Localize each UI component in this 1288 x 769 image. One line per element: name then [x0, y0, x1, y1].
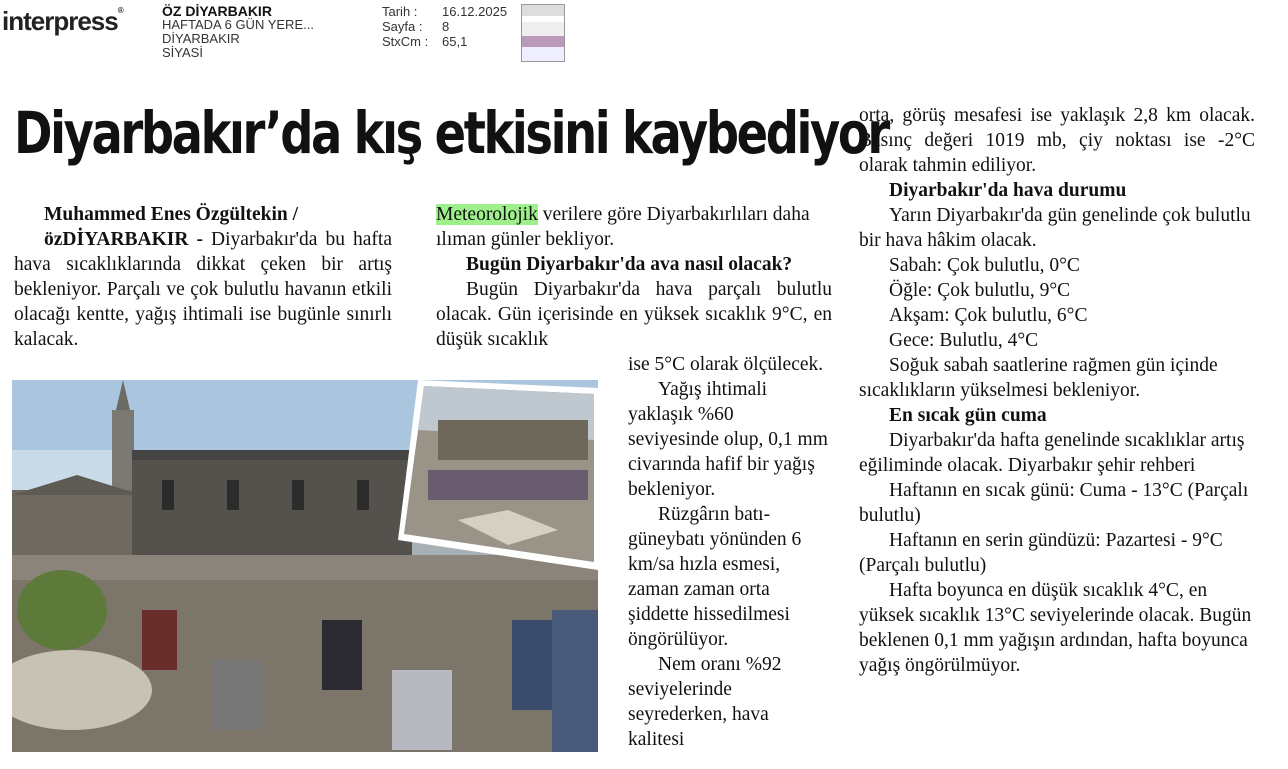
author-line: Muhammed Enes Özgültekin / [44, 204, 299, 225]
paragraph-range: Hafta boyunca en düşük sıcaklık 4°C, en yüksek sıcaklık 13°C seviyelerinde olacak. Bugün beklenen 0,1 mm yağışın ardından, hafta boyunca yağış öngörülmüyor. [859, 580, 1252, 676]
interpress-logo: interpress® [2, 6, 123, 36]
page-thumbnail[interactable] [521, 4, 565, 62]
column-1 [14, 202, 392, 352]
publication-name: ÖZ DİYARBAKIR [162, 3, 272, 19]
forecast-night: Gece: Bulutlu, 4°C [889, 330, 1039, 351]
paragraph-today: Bugün Diyarbakır'da hava parçalı bulutlu olacak. Gün içerisinde en yüksek sıcaklık 9°C, en düşük sıcaklık [436, 279, 832, 350]
intro-paragraph: verilere göre Diyarbakırlıları daha ılıman günler bekliyor. [436, 204, 810, 250]
meta-page-value: 8 [442, 19, 450, 34]
paragraph-today-cont: ise 5°C olarak ölçülecek. [628, 354, 824, 375]
subheading-today: Bugün Diyarbakır'da ava nasıl olacak? [466, 254, 793, 275]
meta-size-key: StxCm : [382, 34, 429, 49]
subheading-weather: Diyarbakır'da hava durumu [889, 180, 1127, 201]
publication-subtitle: HAFTADA 6 GÜN YERE... [162, 17, 314, 32]
forecast-noon: Öğle: Çok bulutlu, 9°C [889, 280, 1071, 301]
paragraph-hottest: Haftanın en sıcak günü: Cuma - 13°C (Parçalı bulutlu) [859, 480, 1249, 526]
paragraph-wind: Rüzgârın batı-güneybatı yönünden 6 km/sa hızla esmesi, zaman zaman orta şiddette hissedilmesi öngörülüyor. [628, 504, 802, 650]
publication-category: SİYASİ [162, 45, 203, 60]
source-label: özDİYARBAKIR - [44, 229, 203, 250]
lead-paragraph: Diyarbakır'da bu hafta hava sıcaklıklarında dikkat çeken bir artış bekleniyor. Parçalı ve çok bulutlu havanın etkili olacağı kentte, yağış ihtimali ise bugünle sınırlı kalacak. [14, 229, 392, 350]
paragraph-visibility: orta, görüş mesafesi ise yaklaşık 2,8 km olacak. Basınç değeri 1019 mb, çiy noktası ise -2°C olarak tahmin ediliyor. [859, 105, 1255, 176]
paragraph-coolest: Haftanın en serin gündüzü: Pazartesi - 9°C (Parçalı bulutlu) [859, 530, 1223, 576]
publication-info [162, 4, 314, 60]
paragraph-morning: Soğuk sabah saatlerine rağmen gün içinde sıcaklıkların yükselmesi bekleniyor. [859, 355, 1218, 401]
article-headline: Diyarbakır’da kış etkisini kaybediyor [14, 99, 888, 167]
meta-date-value: 16.12.2025 [442, 4, 508, 19]
column-2 [436, 202, 832, 352]
forecast-evening: Akşam: Çok bulutlu, 6°C [889, 305, 1088, 326]
clipping-header [0, 0, 1288, 66]
forecast-morning: Sabah: Çok bulutlu, 0°C [889, 255, 1080, 276]
meta-size-value: 65,1 [442, 34, 468, 49]
inset-photo [398, 380, 598, 570]
highlighted-keyword: Meteorolojik [436, 204, 538, 225]
subheading-hottest: En sıcak gün cuma [889, 405, 1047, 426]
paragraph-week: Diyarbakır'da hafta genelinde sıcaklıklar artış eğiliminde olacak. Diyarbakır şehir rehberi [859, 430, 1245, 476]
clipping-meta [382, 4, 507, 49]
meta-page-key: Sayfa : [382, 19, 423, 34]
column-2-narrow [628, 352, 828, 752]
paragraph-humidity: Nem oranı %92 seviyelerinde seyrederken, hava kalitesi [628, 654, 782, 750]
meta-date-key: Tarih : [382, 4, 418, 19]
paragraph-rain: Yağış ihtimali yaklaşık %60 seviyesinde olup, 0,1 mm civarında hafif bir yağış bekleniyor. [628, 379, 828, 500]
column-3 [859, 103, 1255, 678]
publication-city: DİYARBAKIR [162, 31, 240, 46]
paragraph-tomorrow: Yarın Diyarbakır'da gün genelinde çok bulutlu bir hava hâkim olacak. [859, 205, 1251, 251]
